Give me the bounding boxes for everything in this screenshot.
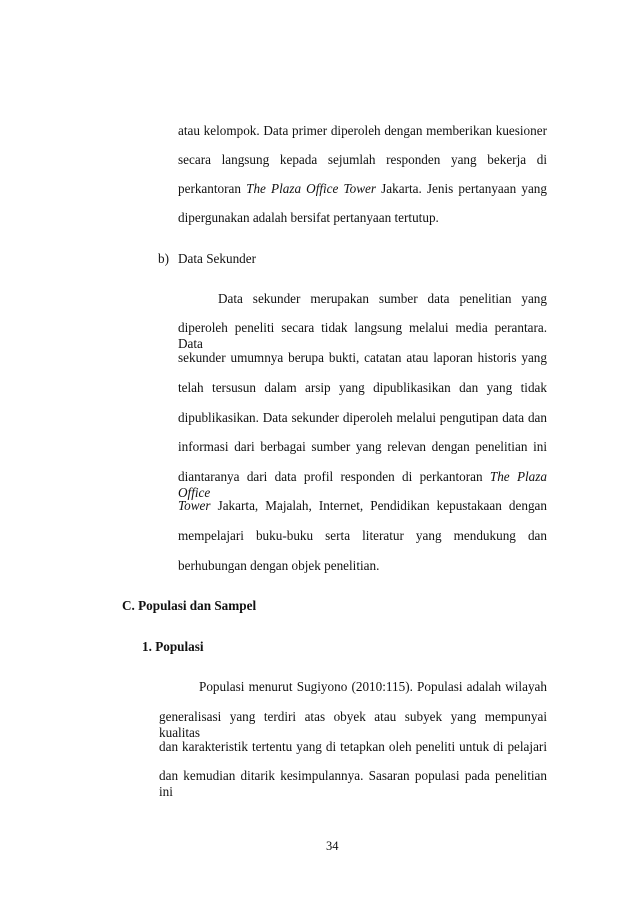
para2-line: Data sekunder merupakan sumber data penelitian yang: [218, 291, 547, 306]
text-run: diantaranya dari data profil responden di perkantoran: [178, 469, 490, 484]
para2-line: mempelajari buku-buku serta literatur yang mendukung dan: [178, 528, 547, 543]
para2-line: diperoleh peneliti secara tidak langsung melalui media perantara. Data: [178, 320, 547, 351]
subsection-heading: 1. Populasi: [142, 639, 204, 654]
para1-line: atau kelompok. Data primer diperoleh dengan memberikan kuesioner: [178, 123, 547, 138]
list-marker: b): [158, 251, 169, 266]
para2-line: informasi dari berbagai sumber yang relevan dengan penelitian ini: [178, 439, 547, 454]
para3-line: Populasi menurut Sugiyono (2010:115). Populasi adalah wilayah: [199, 679, 547, 694]
italic-text: The Plaza Office Tower: [246, 181, 377, 196]
para1-line: [178, 181, 547, 197]
para2-line: dipublikasikan. Data sekunder diperoleh melalui pengutipan data dan: [178, 410, 547, 425]
para2-line: [178, 498, 547, 514]
section-heading: C. Populasi dan Sampel: [122, 598, 257, 613]
para3-line: dan karakteristik tertentu yang di tetapkan oleh peneliti untuk di pelajari: [159, 739, 547, 754]
para2-line: [178, 469, 547, 501]
text-run: perkantoran: [178, 181, 247, 196]
para1-line: secara langsung kepada sejumlah responden yang bekerja di: [178, 152, 547, 167]
text-run: Jakarta, Majalah, Internet, Pendidikan kepustakaan dengan: [210, 498, 547, 513]
para3-line: generalisasi yang terdiri atas obyek atau subyek yang mempunyai kualitas: [159, 709, 547, 740]
para2-line: berhubungan dengan objek penelitian.: [178, 558, 380, 573]
italic-text: The Plaza Office: [178, 469, 547, 500]
para1-line: dipergunakan adalah bersifat pertanyaan tertutup.: [178, 210, 439, 225]
para3-line: dan kemudian ditarik kesimpulannya. Sasaran populasi pada penelitian ini: [159, 768, 547, 799]
text-run: Jakarta. Jenis pertanyaan yang: [376, 181, 547, 196]
page-number: 34: [326, 839, 339, 853]
para2-line: telah tersusun dalam arsip yang dipublikasikan dan yang tidak: [178, 380, 547, 395]
para2-line: sekunder umumnya berupa bukti, catatan atau laporan historis yang: [178, 350, 547, 365]
italic-text: Tower: [178, 498, 211, 513]
item-title: Data Sekunder: [178, 251, 256, 266]
